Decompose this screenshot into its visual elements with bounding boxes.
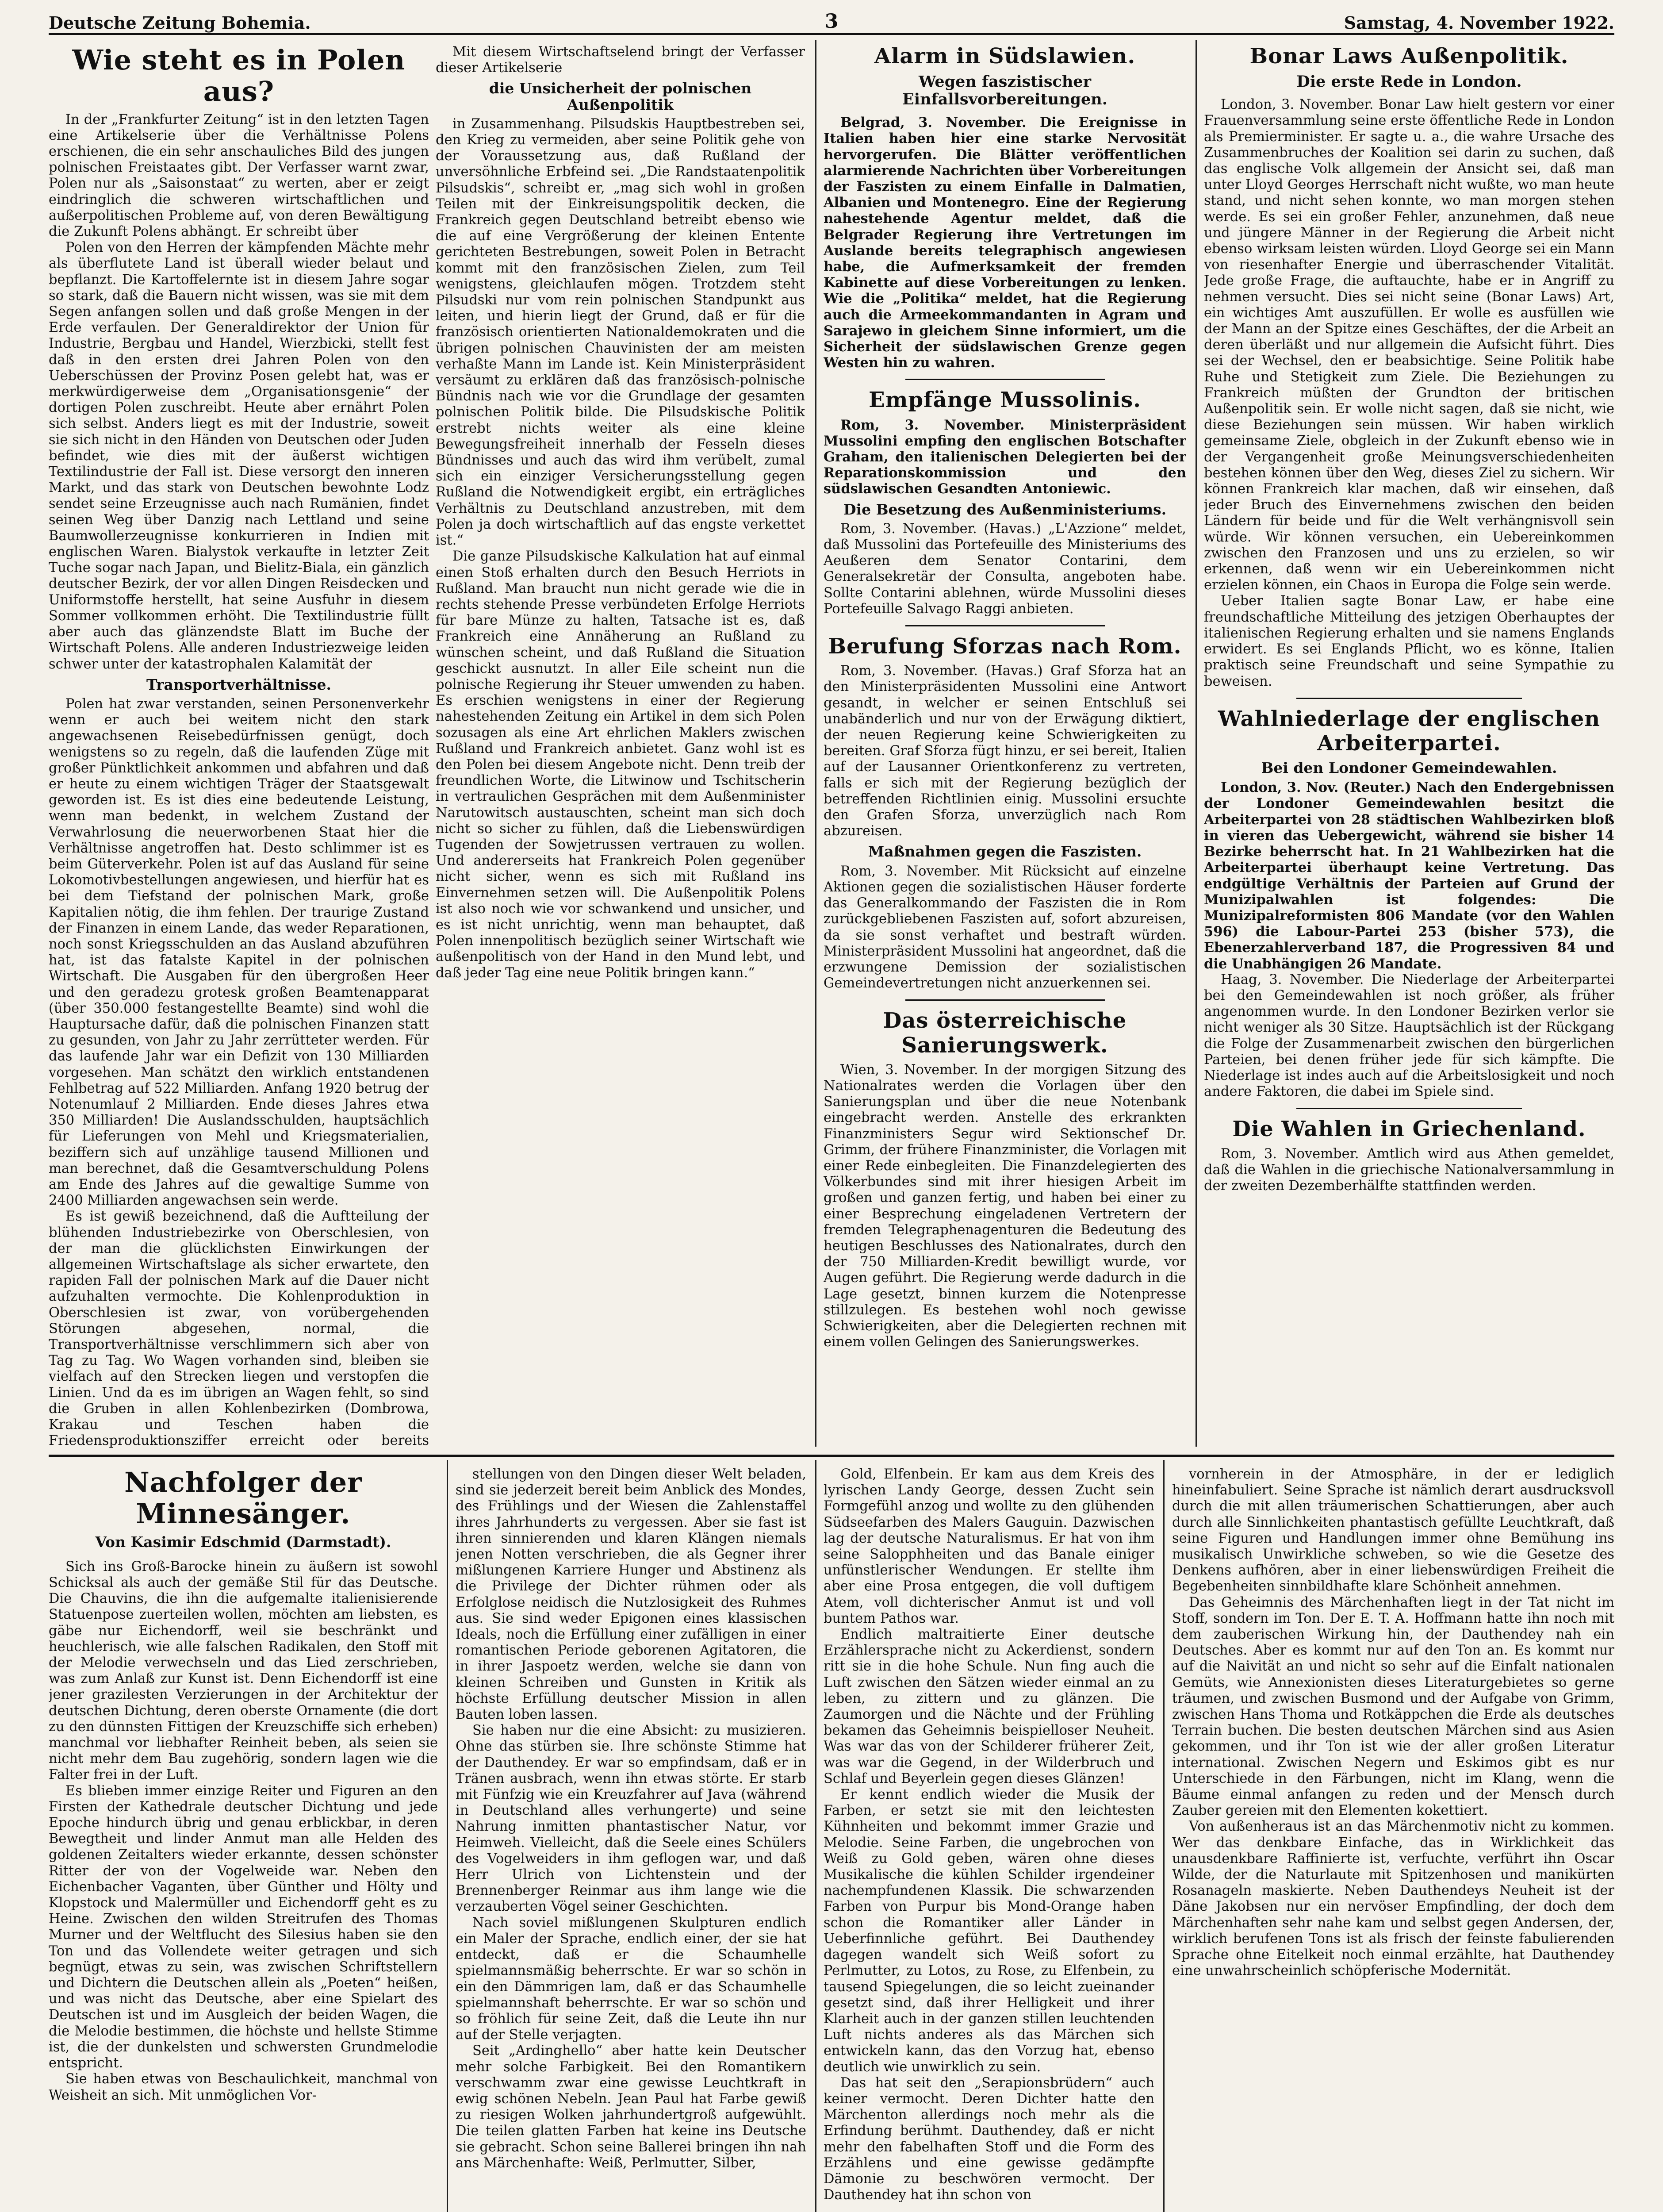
article-title: Empfänge Mussolinis. xyxy=(869,388,1141,413)
paragraph: Belgrad, 3. November. Die Ereignisse in Italien haben hier eine starke Nervosität hervorgerufen. Die Blätter veröffentlichen alarmierende Nachrichten über Vorbereitungen der Faszisten zu einem Einfalle in Dalmatien, Albanien und Montenegro. Eine der Regierung nahestehende Agentur meldet, daß die Belgrader Regierung ihre Vertretungen im Auslande bereits telegraphisch angewiesen habe, die Aufmerksamkeit der fremden Kabinette auf diese Vorbereitungen zu lenken. Wie die „Politika“ meldet, hat die Regierung auch die Armeekommandanten in Agram und Sarajewo in gleichem Sinne informiert, um die Sicherheit der südslawischen Grenze gegen Westen hin zu wahren. xyxy=(824,115,1186,371)
paragraph: Haag, 3. November. Die Niederlage der Arbeiterpartei bei den Gemeindewahlen ist noch größer, als früher angenommen wurde. In den Londoner Bezirken verlor sie nicht weniger als 30 Sitze. Hauptsächlich ist der Rückgang die Folge der Zusammenarbeit zwischen den bürgerlichen Parteien, bei denen früher jede für sich kämpfte. Die Niederlage ist indes auch auf die Arbeitslosigkeit und noch andere Faktoren, die dabei im Spiele sind. xyxy=(1204,972,1614,1100)
paragraph: London, 3. November. Bonar Law hielt gestern vor einer Frauenversammlung seine erste öffentliche Rede in London als Premierminister. Er sagte u. a., die wahre Ursache des Zusammenbruches der Koalition sei darin zu suchen, daß das englische Volk allgemein der Ansicht sei, daß man unter Lloyd Georges Herrschaft nicht wußte, wo man heute stand, und nicht sehen konnte, wo man morgen stehen werde. Es sei ein großer Fehler, anzunehmen, daß neue und jüngere Männer in der Regierung die Arbeit nicht ebenso wirksam leisten würden. Lloyd George sei ein Mann von riesenhafter Energie und überraschender Vitalität. Jede große Frage, die auftauchte, habe er in Angriff zu nehmen versucht. Dies sei nicht seine (Bonar Laws) Art, ein wichtiges Amt auszufüllen. Er wolle es ausfüllen wie der Mann an der Spitze eines Geschäftes, der die Arbeit an deren überläßt und nur allgemein die Aufsicht führt. Dies sei der Wechsel, den er beabsichtige. Seine Politik habe Ruhe und Stetigkeit zum Ziele. Die Beziehungen zu Frankreich müßten der Grundton der britischen Außenpolitik sein. Er wolle nicht sagen, daß sie nicht, wie diese Beziehungen sein müssen. Wir haben wirklich gemeinsame Ziele, obgleich in der Zukunft ebenso wie in der Vergangenheit große Meinungsverschiedenheiten bestehen können über den Weg, dieses Ziel zu sichern. Wir können Frankreich klar machen, daß wir einsehen, daß jeder Bruch des Einvernehmens zwischen den beiden Ländern für beide und für die Welt verhängnisvoll sein würde. Wir können versuchen, ein Uebereinkommen zwischen den Franzosen und uns zu erzielen, so wir erkennen, daß wenn wir ein Uebereinkommen nicht erzielen können, ein Chaos in Europa die Folge sein werde. xyxy=(1204,97,1614,593)
paragraph: in Zusammenhang. Pilsudskis Hauptbestreben sei, den Krieg zu vermeiden, aber seine Politik gehe von der Voraussetzung aus, daß Rußland der unversöhnliche Erbfeind sei. „Die Randstaatenpolitik Pilsudskis“, schreibt er, „mag sich wohl in großen Teilen mit der Einkreisungspolitik decken, die Frankreich gegen Deutschland betreibt ebenso wie die auf eine Vergrößerung der kleinen Entente gerichteten Bestrebungen, soweit Polen in Betracht kommt mit den französischen Zielen, zum Teil wenigstens, gleichlaufen mögen. Trotzdem steht Pilsudski nur vom rein polnischen Standpunkt aus leiten, und hierin liegt der Grund, daß er für die französisch orientierten Nationaldemokraten und die übrigen polnischen Chauvinisten der am meisten verhaßte Mann im Lande ist. Kein Ministerpräsident versäumt zu erklären daß das französisch-polnische Bündnis nach wie vor die Grundlage der gesamten polnischen Politik bilde. Die Pilsudskische Politik erstrebt nichts weiter als eine kleine Bewegungsfreiheit innerhalb der Fesseln dieses Bündnisses und auch das wird ihm verübelt, zumal sich ein einziger Versicherungsstellung gegen Rußland die Notwendigkeit ergibt, ein erträgliches Verhältnis zu Deutschland anzustreben, mit dem Polen ja doch wirtschaftlich auf das engste verkettet ist.“ xyxy=(436,116,805,549)
paragraph: Rom, 3. November. (Havas.) Graf Sforza hat an den Ministerpräsidenten Mussolini eine Antwort gesandt, in welcher er seinen Entschluß sei unabänderlich und nur von der Erwägung diktiert, der neuen Regierung keine Schwierigkeiten zu bereiten. Graf Sforza fügt hinzu, er sei bereit, Italien auf der Lausanner Orientkonferenz zu vertreten, falls er sich mit der Regierung bezüglich der betreffenden Richtlinien einig. Mussolini ersuchte den Grafen Sforza, unverzüglich nach Rom abzureisen. xyxy=(824,663,1186,839)
paragraph: Polen von den Herren der kämpfenden Mächte mehr als überflutete Land ist überall wieder belaut und bepflanzt. Die Kartoffelernte ist in diesem Jahre sogar so stark, daß die Bauern nicht wissen, was sie mit dem Segen anfangen sollen und daß große Mengen in der Erde verfaulen. Der Generaldirektor der Union für Industrie, Bergbau und Handel, Wierzbicki, stellt fest daß in den ersten drei Jahren Polen von den Ueberschüssen der Provinz Posen gelebt hat, was er merkwürdigerweise dem „Organisationsgenie“ der dortigen Polen zuschreibt. Heute aber ernährt Polen sich selbst. Anders liegt es mit der Industrie, soweit sie sich nicht in den Händen von Deutschen oder Juden befindet, wie dies mit der äußerst wichtigen Textilindustrie der Fall ist. Diese versorgt den inneren Markt, und das stark von Deutschen bewohnte Lodz sendet seine Erzeugnisse auch nach Rumänien, findet seinen Weg über Danzig nach Lettland und seine Baumwollerzeugnisse konkurrieren in Indien mit englischen Waren. Bialystok verkaufte in letzter Zeit Tuche sogar nach Japan, und Bielitz-Biala, ein gänzlich deutscher Bezirk, der vor allen Dingen Reisdecken und Uniformstoffe herstellt, hat seine Ausfuhr in diesem Sommer vollkommen erhöht. Die Textilindustrie füllt aber auch das glänzendste Blatt im Buche der Wirtschaft Polens. Alle anderen Industriezweige leiden schwer unter der katastrophalen Kalamität der xyxy=(49,240,429,672)
article-subtitle: Wegen faszistischer Einfallsvorbereitungen. xyxy=(902,73,1107,109)
separator xyxy=(1296,698,1522,699)
separator xyxy=(905,999,1105,1001)
author-byline: Von Kasimir Edschmid (Darmstadt). xyxy=(95,1533,391,1551)
issue-date: Samstag, 4. November 1922. xyxy=(1344,13,1614,33)
article-subtitle: Bei den Londoner Gemeindewahlen. xyxy=(1261,759,1557,777)
paragraph: Rom, 3. November. Amtlich wird aus Athen gemeldet, daß die Wahlen in die griechische Nationalversammlung in der zweiten Dezemberhälfte stattfinden werden. xyxy=(1204,1146,1614,1194)
paragraph: Mit diesem Wirtschaftselend bringt der Verfasser dieser Artikelserie xyxy=(436,44,805,76)
paragraph: In der „Frankfurter Zeitung“ ist in den letzten Tagen eine Artikelserie über die Verhältnisse Polens erschienen, die ein sehr anschauliches Bild des jungen polnischen Freistaates gibt. Der Verfasser warnt zwar, Polen nur als „Saisonstaat“ zu werten, aber er zeigt eindringlich die schweren wirtschaftlichen und außerpolitischen Probleme auf, von deren Bewältigung die Zukunft Polens abhängt. Er schreibt über xyxy=(49,111,429,240)
paragraph: Er kennt endlich wieder die Musik der Farben, er setzt sie mit den leichtesten Kühnheiten und bekommt immer Grazie und Melodie. Seine Farben, die ungebrochen von Weiß zu Gold geben, wären ohne dieses Musikalische die kühlen Schilder irgendeiner nachempfundenen Klassik. Die schwarzenden Farben von Purpur bis Mond-Orange haben schon die Romantiker aller Länder in Ueberfinnliche geführt. Bei Dauthendey dagegen wandelt sich Weiß sofort zu Perlmutter, zu Lotos, zu Rose, zu Elfenbein, zu tausend Spiegelungen, die so leicht zueinander gesetzt sind, daß ihrer Helligkeit und ihrer Klarheit auch in der ganzen stillen leuchtenden Luft nichts anderes als das Märchen sich entwickeln kann, das den Vorzug hat, ebenso deutlich wie unwirklich zu sein. xyxy=(824,1787,1154,2075)
paragraph: Rom, 3. November. (Havas.) „L'Azzione“ meldet, daß Mussolini das Portefeuille des Ministeriums des Aeußeren dem Senator Contarini, dem Generalsekretär der Consulta, angeboten habe. Sollte Contarini ablehnen, würde Mussolini dieses Portefeuille Salvago Raggi anbieten. xyxy=(824,521,1186,617)
paragraph: Sie haben nur die eine Absicht: zu musizieren. Ohne das stürben sie. Ihre schönste Stimme hat der Dauthendey. Er war so empfindsam, daß er in Tränen ausbrach, wenn ihn etwas störte. Er starb mit Fünfzig wie ein Kreuzfahrer auf Java (während in Deutschland alles verhungerte) und seine Nahrung inmitten phantastischer Natur, vor Heimweh. Vielleicht, daß die Seele eines Schülers des Vogelweiders in ihm geflogen war, und daß Herr Ulrich von Lichtenstein und der Brennenberger Reinmar aus ihm lange wie die verzauberten Vögel seiner Geschichten. xyxy=(456,1723,806,1915)
paragraph: Nach soviel mißlungenen Skulpturen endlich ein Maler der Sprache, endlich einer, der sie hat entdeckt, daß er die Schaumhelle spielmannsmäßig beherrschte. Er war so schön in ein den Dämmrigen lam, daß er das Schaumhelle spielmannshaft beherrschte. Er war so schön und so fröhlich für seine Zeit, daß die Leute ihn nur auf der Stelle verjagten. xyxy=(456,1915,806,2043)
article-polen-col2 xyxy=(436,44,805,1449)
separator xyxy=(905,625,1105,626)
paragraph: Von außenheraus ist an das Märchenmotiv nicht zu kommen. Wer das denkbare Einfache, das in Wirklichkeit das unausdenkbare Raffinierte ist, verfuchte, verführt ihn Oscar Wilde, der die Naturlaute mit Spitzenhosen und manikürten Rosanageln maskierte. Neben Dauthendeys Neuheit ist der Däne Jakobsen nur ein nervöser Empfindling, der doch dem Märchenhaften sehr nahe kam und selbst gegen Andersen, der, wirklich berufenen Tons ist als frisch der feinste fabulierenden Sprache ohne Eitelkeit noch einmal erzählte, hat Dauthendey eine unwahrscheinlich schöpferische Modernität. xyxy=(1172,1819,1614,1979)
paragraph: Ueber Italien sagte Bonar Law, er habe eine freundschaftliche Mitteilung des jetzigen Oberhauptes der italienischen Regierung erhalten und sie namens Englands erwidert. Es sei Englands Pflicht, wo es könne, Italien praktisch seine Freundschaft und seine Sympathie zu beweisen. xyxy=(1204,593,1614,689)
paragraph: stellungen von den Dingen dieser Welt beladen, sind sie jederzeit bereit beim Anblick des Mondes, des Frühlings und der Wiesen die Zahlenstaffel ihres Jahrhunderts zu vergessen. Aber sie fast ist ihren sinnierenden und klaren Klängen niemals jenen Notten verschrieben, die als Gegner ihrer mißlungenen Karriere Hunger und Abstinenz als die Privilege der Dichter rühmen oder als Erfolglose neidisch die Nutzlosigkeit des Ruhmes aus. Sie sind weder Epigonen eines klassischen Ideals, noch die Erfüllung einer zufälligen in einer romantischen Periode geborenen Agitatoren, die in ihrer Jaspoetz werden, welche sie dann von kleinen Schreiben und Gunsten in Kritik als höchste Erfüllung deutscher Mission in allen Bauten loben lassen. xyxy=(456,1467,806,1723)
paragraph: Die ganze Pilsudskische Kalkulation hat auf einmal einen Stoß erhalten durch den Besuch Herriots in Rußland. Man braucht nun nicht gerade wie die in rechts stehende Presse verbündeten Erfolge Herriots für bare Münze zu halten, Tatsache ist es, daß Frankreich eine Annäherung an Rußland zu wünschen scheint, und daß Rußland die Situation geschickt ausnutzt. In aller Eile scheint nun die polnische Regierung ihr Steuer umwenden zu haben. Es erschien wenigstens in einer der Regierung nahestehenden Zeitung ein Artikel in dem sich Polen sozusagen als eine Art ehrlichen Maklers zwischen Rußland und Frankreich anbietet. Ganz wohl ist es den Polen bei diesem Angebote nicht. Denn treib der freundlichen Worte, die Litwinow und Tschitscherin in vertraulichen Gesprächen mit dem Außenminister Narutowitsch austauschten, scheint man sich doch nicht so sicher zu fühlen, daß die Liebenswürdigen Tugenden der Sowjetrussen vertrauen zu wollen. Und andererseits hat Frankreich Polen gegenüber nicht sicher, wenn es sich mit Rußland ins Einvernehmen setzen will. Die Außenpolitik Polens ist also noch wie vor schwankend und unsicher, und es ist nicht unrichtig, wenn man behauptet, daß Polen innenpolitisch bezüglich seiner Wirtschaft wie außenpolitisch von der Hand in den Mund lebt, und daß jeder Tag eine neue Politik bringen kann.“ xyxy=(436,549,805,981)
paragraph: Sich ins Groß-Barocke hinein zu äußern ist sowohl Schicksal als auch der gemäße Stil für das Deutsche. Die Chauvins, die ihn die aufgemalte italienisierende Statuenpose zuerteilen wollen, möchten am liebsten, es gäbe nur Eichendorff, weil sie beschränkt und heuchlerisch, wie alle falschen Radikalen, den Stoff mit der Melodie verwechseln und das Lied zerschrieben, was zum Anlaß zur Kunst ist. Denn Eichendorff ist eine jener grazilesten Verzierungen in der Architektur der deutschen Dichtung, deren oberste Ornamente (die dort zu den dünnsten Fittigen der Kreuzschiffe sich erheben) manchmal vor liebhafter Reinheit beben, als seien sie nicht mehr dem Bau zugehörig, sondern lagen wie die Falter frei in der Luft. xyxy=(49,1559,438,1783)
paragraph: Das hat seit den „Serapionsbrüdern“ auch keiner vermocht. Deren Dichter hatte den Märchenton allerdings noch mehr als die Erfindung berühmt. Dauthendey, daß er nicht mehr den fabelhaften Stoff und die Form des Erzählens und eine gewisse gedämpfte Dämonie zu beschwören vermocht. Der Dauthendey hat ihn schon von xyxy=(824,2075,1154,2203)
subheading: Maßnahmen gegen die Faszisten. xyxy=(868,843,1142,860)
article-title: Wahlniederlage der englischen Arbeiterpartei. xyxy=(1218,706,1601,756)
right-news-column xyxy=(1204,44,1614,1449)
paragraph: Rom, 3. November. Ministerpräsident Mussolini empfing den englischen Botschafter Graham, den italienischen Delegierten bei der Reparationskommission und den südslawischen Gesandten Antoniewic. xyxy=(824,417,1186,497)
page-header xyxy=(49,12,1614,35)
paragraph: Es ist gewiß bezeichnend, daß die Auftteilung der blühenden Industriebezirke von Oberschlesien, von der man die glücklichsten Einwirkungen der allgemeinen Wirtschaftslage als sicher erwartete, den rapiden Fall der polnischen Mark auf die Dauer nicht aufzuhalten vermochte. Die Kohlenproduktion in Oberschlesien ist zwar, von vorübergehenden Störungen abgesehen, normal, die Transportverhältnisse verschlimmern sich aber von Tag zu Tag. Wo Wagen vorhanden sind, bleiben sie vielfach auf den Strecken liegen und verstopfen die Linien. Und da es im übrigen an Wagen fehlt, so sind die Gruben in allen Kohlenbezirken (Dombrowa, Krakau und Teschen haben die Friedensproduktionsziffer erreicht oder bereits xyxy=(49,1209,429,1449)
article-title: Das österreichische Sanierungswerk. xyxy=(883,1008,1127,1058)
subheading: Die Besetzung des Außenministeriums. xyxy=(843,500,1167,518)
paragraph: Endlich maltraitierte Einer deutsche Erzählersprache nicht zu Ackerdienst, sondern ritt sie in die hohe Schule. Nun fing auch die Luft zwischen den Sätzen wieder einmal an zu leben, zu zittern und zu glänzen. Die Zaumorgen und die Nächte und der Frühling bekamen das Geheimnis beispielloser Neuheit. Was war das von der Schilderer früherer Zeit, was war die Gegend, in der Wilderbruch und Schlaf und Beyerlein gegen dieses Glänzen! xyxy=(824,1627,1154,1786)
feuilleton-col3 xyxy=(824,1467,1154,2212)
column-rule xyxy=(1163,1460,1165,2212)
section-rule xyxy=(49,1455,1614,1457)
page-number: 3 xyxy=(824,10,839,33)
article-title: Wie steht es in Polen aus? xyxy=(72,44,406,108)
separator xyxy=(905,379,1105,380)
feuilleton-col2 xyxy=(456,1467,806,2212)
column-rule xyxy=(815,1460,816,2212)
article-title: Die Wahlen in Griechenland. xyxy=(1232,1117,1586,1142)
paragraph: London, 3. Nov. (Reuter.) Nach den Endergebnissen der Londoner Gemeindewahlen besitzt die Arbeiterpartei von 28 städtischen Wahlbezirken bloß in vieren das Uebergewicht, während sie bisher 14 Bezirke beherrscht hat. In 21 Wahlbezirken hat die Arbeiterpartei überhaupt keine Vertretung. Das endgültige Verhältnis der Parteien auf Grund der Munizipalwahlen ist folgendes: Die Munizipalreformisten 806 Mandate (vor den Wahlen 596) die Labour-Partei 253 (bisher 573), die Ebenerzahlerverband 187, die Progressiven 84 und die Unabhängigen 26 Mandate. xyxy=(1204,780,1614,972)
article-title: Berufung Sforzas nach Rom. xyxy=(828,634,1182,659)
paragraph: Wien, 3. November. In der morgigen Sitzung des Nationalrates werden die Vorlagen über den Sanierungsplan und über die neue Notenbank eingebracht werden. Anstelle des erkrankten Finanzministers Segur wird Sektionschef Dr. Grimm, der frühere Finanzminister, die Vorlagen mit einer Rede einbegleiten. Die Finanzdelegierten des Völkerbundes sind mit ihrer hiesigen Arbeit im großen und ganzen fertig, und haben bei einer zu einer Besprechung eingeladenen Vertretern der fremden Telegraphenagenturen die Bedeutung des heutigen Beschlusses des Nationalrates, durch den der 750 Milliarden-Kredit bewilligt wurde, vor Augen geführt. Die Regierung werde dadurch in die Lage gesetzt, binnen kurzem die Notenpresse stillzulegen. Es bestehen wohl noch gewisse Schwierigkeiten, aber die Delegierten rechnen mit einem vollen Gelingen des Sanierungswerkes. xyxy=(824,1062,1186,1350)
paragraph: Seit „Ardinghello“ aber hatte kein Deutscher mehr solche Farbigkeit. Bei den Romantikern verschwamm zwar eine gewisse Leuchtkraft in ewig schönen Nebeln. Jean Paul hat Farbe gewiß zu riesigen Wolken jahrhundertgroß aufgewühlt. Die teilen glatten Farben hat keine ins Deutsche sie gebracht. Schon seine Ballerei bringen ihn nah ans Märchenhafte: Weiß, Perlmutter, Silber, xyxy=(456,2043,806,2171)
paragraph: Rom, 3. November. Mit Rücksicht auf einzelne Aktionen gegen die sozialistischen Häuser forderte das Generalkommando der Faszisten die in Rom zurückgebliebenen Faszisten auf, sofort abzureisen, da sie sonst verhaftet und bestraft würden. Ministerpräsident Mussolini hat angeordnet, daß die erzwungene Demission der sozialistischen Gemeindevertretungen nicht anzuerkennen sei. xyxy=(824,863,1186,991)
separator xyxy=(1296,1108,1522,1109)
article-subtitle: Die erste Rede in London. xyxy=(1296,73,1522,91)
paragraph: Es blieben immer einzige Reiter und Figuren an den Firsten der Kathedrale deutscher Dichtung und jede Epoche hindurch übrig und genau erblickbar, in deren Bewegtheit und linder Anmut man alle Helden des goldenen Zeitalters wieder erkannte, dessen schönster Ritter der von der Vogelweide war. Neben den Eichenbacher Vaganten, über Günther und Hölty und Klopstock und Malermüller und Eichendorff geht es zu Heine. Zwischen den wilden Streitrufen des Thomas Murner und der Weltflucht des Silesius haben sie den Ton und das Vollendete weiter getragen und sich begnügt, etwas zu sein, was zwischen Schriftstellern und Dichtern die Deutschen allein als „Poeten“ heißen, und was nicht das Deutsche, aber eine Spielart des Deutschen ist und im Ausgleich der beiden Wagen, die die Melodie bestimmen, die höchste und hellste Stimme ist, die der dunkelsten und schwersten Grundmelodie entspricht. xyxy=(49,1783,438,2071)
paragraph: Gold, Elfenbein. Er kam aus dem Kreis des lyrischen Landy George, dessen Zucht sein Formgefühl anzog und wollte zu den glühenden Südseefarben des Malers Gauguin. Dazwischen lag der deutsche Naturalismus. Er hat von ihm seine Salopphheiten und das Banale einiger unfünstlerischer Wendungen. Er stellte ihm aber eine Prosa entgegen, die voll duftigem Atem, voll dichterischer Anmut ist und voll buntem Pathos war. xyxy=(824,1467,1154,1626)
column-rule xyxy=(1196,40,1197,1447)
subheading: Transportverhältnisse. xyxy=(146,676,332,693)
paragraph: vornherein in der Atmosphäre, in der er lediglich hineinfabuliert. Seine Sprache ist nämlich derart ausdrucksvoll durch die mit allen träumerischen Schattierungen, aber auch durch alle Sinnlichkeiten phantastisch gefüllte Leuchtkraft, daß seine Figuren und Handlungen immer ohne Bemühung ins musikalisch Unwirkliche schweben, so wie die Gesetze des Denkens aufhören, aber in einer liebenswürdigen Freiheit die Begebenheiten sinnbildhafte klare Schönheit annehmen. xyxy=(1172,1467,1614,1594)
feuilleton-col1 xyxy=(49,1467,438,2212)
middle-news-column xyxy=(824,44,1186,1449)
column-rule xyxy=(447,1460,448,2212)
newspaper-name: Deutsche Zeitung Bohemia. xyxy=(49,13,311,33)
paragraph: Polen hat zwar verstanden, seinen Personenverkehr wenn er auch bei weitem nicht den stark angewachsenen Reisebedürfnissen genügt, doch wenigstens so zu regeln, daß die laufenden Züge mit großer Pünktlichkeit ankommen und abfahren und daß er heute zu einem wichtigen Träger der Staatsgewalt geworden ist. Es ist dies eine bedeutende Leistung, wenn man bedenkt, in welchem Zustand der Verwahrlosung die neuerworbenen Staat hier die Verhältnisse angetroffen hat. Desto schlimmer ist es beim Güterverkehr. Polen ist auf das Ausland für seine Lokomotivbestellungen angewiesen, und hierfür hat es bei dem Tiefstand der polnischen Mark, große Kapitalien nötig, die ihm fehlen. Der traurige Zustand der Finanzen in einem Lande, das weder Reparationen, noch sonst Kriegsschulden an das Ausland abzuführen hat, ist das fatalste Kapitel in der polnischen Wirtschaft. Die Ausgaben für den übergroßen Heer und den geradezu grotesk großen Beamtenapparat (über 350.000 festangestellte Beamte) sind wohl die Hauptursache dafür, daß die polnischen Finanzen statt zu gesunden, von Jahr zu Jahr zerrütteter werden. Für das laufende Jahr war ein Defizit von 130 Milliarden vorgesehen. Man schätzt den wirklich entstandenen Fehlbetrag auf 522 Milliarden. Anfang 1920 betrug der Notenumlauf 2 Milliarden. Ende dieses Jahres etwa 350 Milliarden! Die Auslandsschulden, hauptsächlich für Lieferungen von Mehl und Kriegsmaterialien, beziffern sich auf unzählige tausend Millionen und man berechnet, daß die Gesamtverschuldung Polens am Ende des Jahres auf die gewaltige Summe von 2400 Milliarden angewachsen sein werde. xyxy=(49,696,429,1209)
subheading: die Unsicherheit der polnischen Außenpolitik xyxy=(489,80,752,113)
feuilleton-col4 xyxy=(1172,1467,1614,2212)
feuilleton-title: Nachfolger der Minnesänger. xyxy=(124,1467,362,1530)
article-title: Alarm in Südslawien. xyxy=(874,44,1136,69)
paragraph: Sie haben etwas von Beschaulichkeit, manchmal von Weisheit an sich. Mit unmöglichen Vor- xyxy=(49,2071,438,2103)
article-polen-col1 xyxy=(49,44,429,1449)
paragraph: Das Geheimnis des Märchenhaften liegt in der Tat nicht im Stoff, sondern im Ton. Der E. T. A. Hoffmann hatte ihn noch mit dem zauberischen Wirkung hin, der Dauthendey nah ein Deutsches. Aber es kommt nur auf den Ton an. Es kommt nur auf die Naivität an und nicht so sehr auf die Einfalt nationalen Gemüts, wie Annexionisten dieses Literaturgebietes so gerne träumen, und zwischen Busmond und der Aufgabe von Grimm, zwischen Hans Thoma und Rotkäppchen die Erde als deutsches Terrain buchen. Die besten deutschen Märchen sind aus Asien gekommen, und ihr Ton ist wie der aller großen Literatur international. Zwischen Negern und Eskimos gibt es nur Unterschiede in den Färbungen, nicht im Klang, wenn die Bäume einmal anfangen zu reden und der Mensch durch Zauber gereien mit den Elementen kokettiert. xyxy=(1172,1594,1614,1819)
article-title: Bonar Laws Außenpolitik. xyxy=(1249,44,1569,69)
column-rule xyxy=(815,40,816,1447)
